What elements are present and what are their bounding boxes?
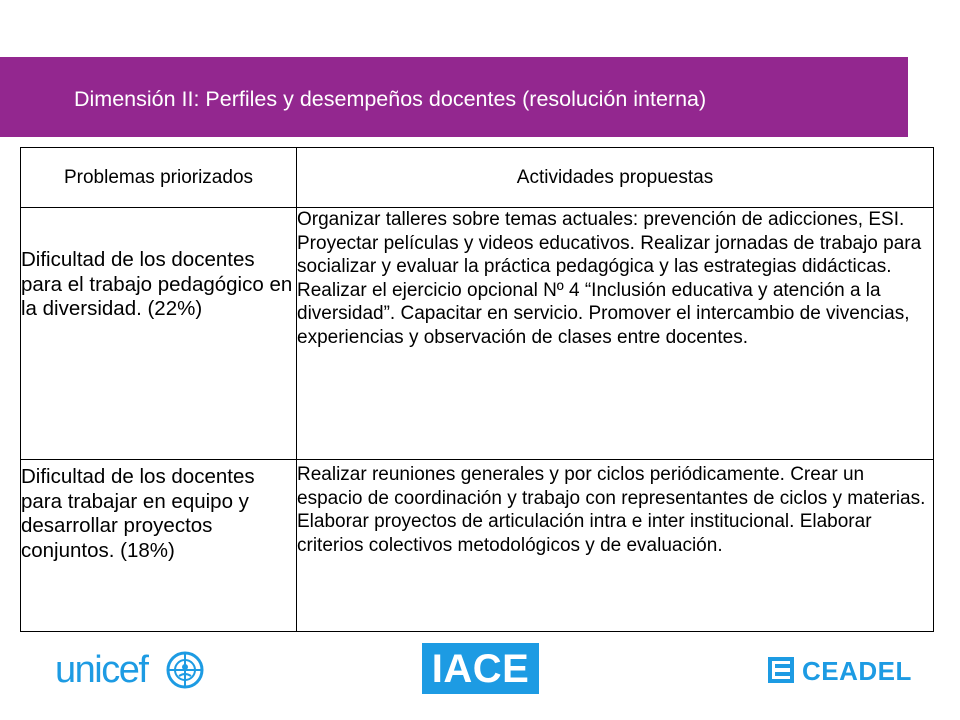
priorities-table bbox=[20, 147, 934, 632]
header-problems: Problemas priorizados bbox=[21, 148, 297, 208]
header-activities: Actividades propuestas bbox=[297, 148, 934, 208]
table-row bbox=[21, 208, 934, 460]
unicef-logo bbox=[55, 648, 205, 692]
iace-logo: IACE bbox=[422, 643, 539, 694]
ceadel-wordmark: CEADEL bbox=[802, 656, 912, 686]
globe-icon bbox=[165, 650, 205, 690]
activities-cell: Realizar reuniones generales y por ciclos periódicamente. Crear un espacio de coordinación y trabajo con representantes de ciclos y materias. Elaborar proyectos de articulación intra e inter institucional. Elaborar criterios colectivos metodológicos y de evaluación. bbox=[297, 460, 934, 632]
table-header-row bbox=[21, 148, 934, 208]
title-bar bbox=[0, 57, 908, 137]
problem-cell: Dificultad de los docentes para trabajar en equipo y desarrollar proyectos conjuntos. (18%) bbox=[21, 460, 297, 632]
ceadel-mark-icon bbox=[764, 653, 798, 687]
activities-cell: Organizar talleres sobre temas actuales: prevención de adicciones, ESI. Proyectar películas y videos educativos. Realizar jornadas de trabajo para socializar y evaluar la práctica pedagógica y las estrategias didácticas. Realizar el ejercicio opcional Nº 4 “Inclusión educativa y atención a la diversidad”. Capacitar en servicio. Promover el intercambio de vivencias, experiencias y observación de clases entre docentes. bbox=[297, 208, 934, 460]
ceadel-logo bbox=[764, 651, 924, 691]
slide-title: Dimensión II: Perfiles y desempeños docentes (resolución interna) bbox=[74, 87, 707, 111]
table-row bbox=[21, 460, 934, 632]
problem-cell: Dificultad de los docentes para el trabajo pedagógico en la diversidad. (22%) bbox=[21, 208, 297, 460]
unicef-wordmark: unicef bbox=[55, 649, 148, 691]
